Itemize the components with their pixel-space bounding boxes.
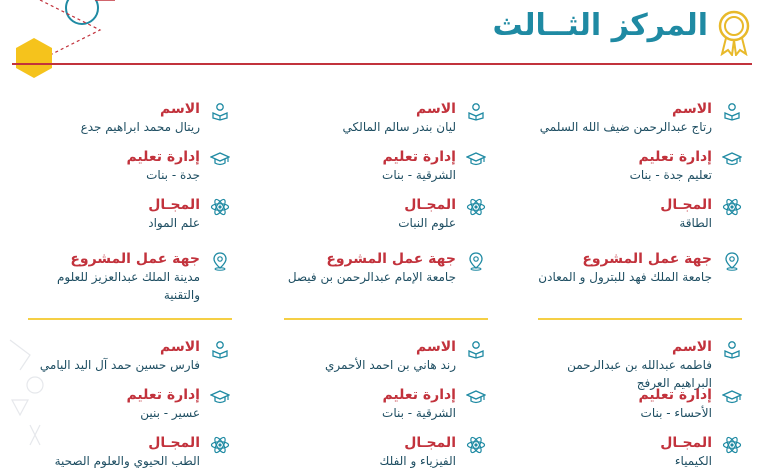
domain-label: المجـال bbox=[404, 435, 456, 451]
admin-value: عسير - بنين bbox=[140, 406, 200, 420]
name-value: ريتال محمد ابراهيم جدع bbox=[80, 120, 200, 134]
name-field bbox=[251, 338, 486, 386]
admin-field bbox=[251, 386, 486, 434]
admin-field bbox=[507, 148, 742, 196]
domain-label: المجـال bbox=[660, 435, 712, 451]
domain-field bbox=[35, 434, 230, 470]
name-field bbox=[507, 100, 742, 148]
domain-label: المجـال bbox=[404, 197, 456, 213]
domain-field bbox=[507, 196, 742, 250]
location-pin-icon bbox=[466, 251, 486, 271]
site-field bbox=[507, 250, 742, 286]
winner-card-6 bbox=[35, 338, 230, 470]
name-field bbox=[35, 338, 230, 386]
location-pin-icon bbox=[210, 251, 230, 271]
admin-field bbox=[251, 148, 486, 196]
atom-icon bbox=[210, 197, 230, 217]
name-label: الاسم bbox=[416, 101, 456, 117]
admin-label: إدارة تعليم bbox=[126, 387, 200, 403]
domain-value: علم المواد bbox=[148, 216, 200, 230]
atom-icon bbox=[722, 435, 742, 455]
graduation-cap-icon bbox=[210, 149, 230, 169]
row-separator bbox=[28, 318, 232, 320]
admin-field bbox=[45, 148, 230, 196]
admin-label: إدارة تعليم bbox=[126, 149, 200, 165]
graduation-cap-icon bbox=[722, 387, 742, 407]
name-label: الاسم bbox=[160, 339, 200, 355]
admin-field bbox=[35, 386, 230, 434]
domain-value: الطاقة bbox=[679, 216, 712, 230]
graduation-cap-icon bbox=[466, 149, 486, 169]
reader-icon bbox=[722, 339, 742, 359]
name-field bbox=[251, 100, 486, 148]
site-field bbox=[45, 250, 230, 304]
domain-value: الطب الحيوي والعلوم الصحية bbox=[54, 454, 200, 468]
reader-icon bbox=[466, 339, 486, 359]
name-value: رند هاني بن احمد الأحمري bbox=[324, 358, 456, 372]
admin-value: الشرقية - بنات bbox=[382, 406, 456, 420]
domain-label: المجـال bbox=[148, 197, 200, 213]
admin-value: تعليم جدة - بنات bbox=[629, 168, 712, 182]
winner-card-4 bbox=[542, 338, 742, 470]
graduation-cap-icon bbox=[722, 149, 742, 169]
page-title: المركز الثــالث bbox=[492, 8, 708, 43]
name-label: الاسم bbox=[160, 101, 200, 117]
site-value: مدينة الملك عبدالعزيز للعلوم والتقنية bbox=[56, 270, 200, 302]
winner-card-3 bbox=[45, 100, 230, 304]
domain-value: الكيمياء bbox=[674, 454, 712, 468]
admin-field bbox=[542, 386, 742, 434]
header-rule bbox=[12, 63, 752, 65]
decorative-doodles bbox=[0, 330, 60, 450]
medal-icon bbox=[716, 10, 752, 56]
name-value: رتاج عبدالرحمن ضيف الله السلمي bbox=[539, 120, 712, 134]
atom-icon bbox=[466, 197, 486, 217]
admin-value: الشرقية - بنات bbox=[382, 168, 456, 182]
site-label: جهة عمل المشروع bbox=[326, 251, 456, 267]
name-field bbox=[45, 100, 230, 148]
admin-label: إدارة تعليم bbox=[382, 387, 456, 403]
row-separator bbox=[538, 318, 742, 320]
domain-label: المجـال bbox=[660, 197, 712, 213]
site-value: جامعة الإمام عبدالرحمن بن فيصل bbox=[287, 270, 456, 284]
graduation-cap-icon bbox=[210, 387, 230, 407]
site-field bbox=[251, 250, 486, 286]
name-value: فارس حسين حمد آل اليد اليامي bbox=[39, 358, 200, 372]
location-pin-icon bbox=[722, 251, 742, 271]
admin-label: إدارة تعليم bbox=[382, 149, 456, 165]
reader-icon bbox=[210, 339, 230, 359]
reader-icon bbox=[466, 101, 486, 121]
winner-card-1 bbox=[507, 100, 742, 286]
admin-value: جدة - بنات bbox=[146, 168, 200, 182]
name-label: الاسم bbox=[416, 339, 456, 355]
name-label: الاسم bbox=[672, 339, 712, 355]
domain-label: المجـال bbox=[148, 435, 200, 451]
name-field bbox=[542, 338, 742, 390]
admin-value: الأحساء - بنات bbox=[640, 406, 712, 420]
domain-value: الفيزياء و الفلك bbox=[379, 454, 456, 468]
winner-card-2 bbox=[251, 100, 486, 286]
name-value: فاطمه عبدالله بن عبدالرحمن البراهيم العرفج bbox=[567, 358, 712, 390]
admin-label: إدارة تعليم bbox=[638, 387, 712, 403]
site-label: جهة عمل المشروع bbox=[70, 251, 200, 267]
atom-icon bbox=[466, 435, 486, 455]
domain-field bbox=[45, 196, 230, 250]
site-value: جامعة الملك فهد للبترول و المعادن bbox=[538, 270, 712, 284]
decorative-shapes bbox=[0, 0, 120, 90]
atom-icon bbox=[210, 435, 230, 455]
graduation-cap-icon bbox=[466, 387, 486, 407]
domain-value: علوم النبات bbox=[398, 216, 456, 230]
winner-card-5 bbox=[251, 338, 486, 470]
domain-field bbox=[251, 434, 486, 470]
atom-icon bbox=[722, 197, 742, 217]
row-separator bbox=[284, 318, 488, 320]
name-label: الاسم bbox=[672, 101, 712, 117]
reader-icon bbox=[722, 101, 742, 121]
domain-field bbox=[542, 434, 742, 470]
domain-field bbox=[251, 196, 486, 250]
name-value: ليان بندر سالم المالكي bbox=[342, 120, 456, 134]
admin-label: إدارة تعليم bbox=[638, 149, 712, 165]
site-label: جهة عمل المشروع bbox=[582, 251, 712, 267]
reader-icon bbox=[210, 101, 230, 121]
